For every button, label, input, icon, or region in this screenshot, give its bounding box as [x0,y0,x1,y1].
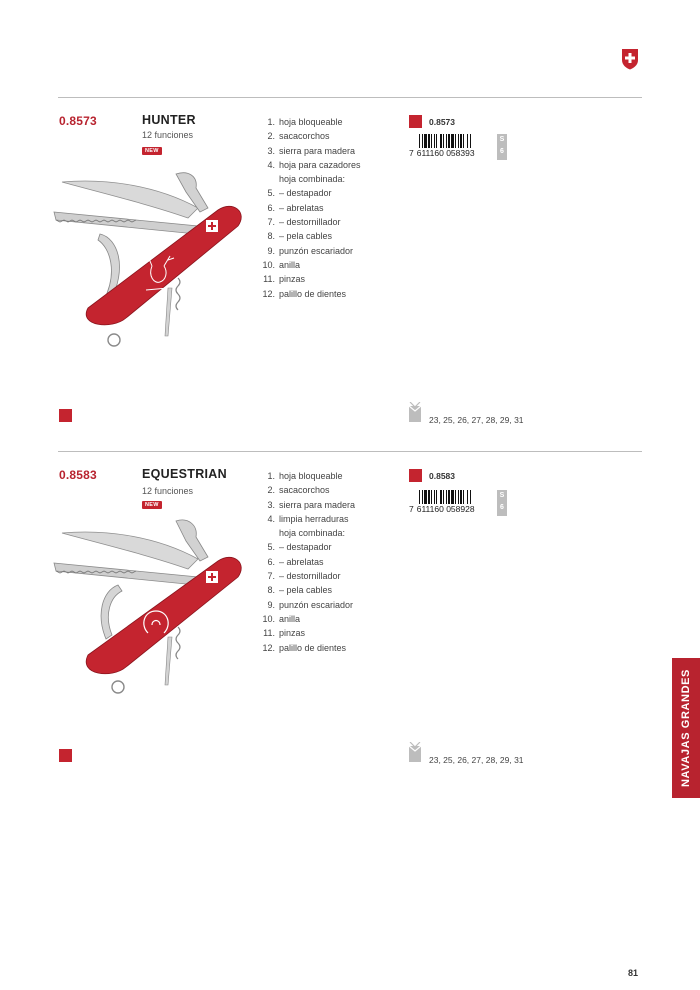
product-name: EQUESTRIAN [142,467,227,481]
feature-list [258,469,355,655]
function-count: 12 funciones [142,486,194,496]
barcode [409,134,509,160]
color-swatch-red [59,749,72,762]
feature-item: 8. – pela cables [267,585,333,596]
new-badge: NEW [142,147,162,155]
knife-image-equestrian [48,515,248,695]
knife-image-hunter [48,168,248,348]
variant-code: 0.8583 [429,471,455,481]
size-list: 23, 25, 26, 27, 28, 29, 31 [429,755,524,765]
feature-item: 7. – destornillador [267,217,341,228]
feature-item: 9. punzón escariador [267,245,354,256]
size-list: 23, 25, 26, 27, 28, 29, 31 [429,415,524,425]
barcode-digits: 7 611160 058928 [409,504,475,514]
product-code: 0.8583 [59,468,97,482]
victorinox-logo-icon [620,48,640,70]
feature-item: 1. hoja bloqueable [267,117,343,127]
barcode [409,490,509,516]
feature-item: 5. – destapador [267,542,332,553]
color-swatch-red [409,115,422,128]
feature-item: 4. hoja para cazadores [267,159,361,170]
feature-item: 3. sierra para madera [267,499,356,510]
section-side-tab [672,658,700,798]
page-number: 81 [628,968,639,978]
feature-item: 8. – pela cables [267,231,333,242]
function-count: 12 funciones [142,130,194,140]
package-icon [409,402,421,422]
new-badge: NEW [142,501,162,509]
color-swatch-red [59,409,72,422]
pack-size-box: S 6 [497,490,507,516]
feature-item: 10. anilla [262,259,301,270]
feature-item: 6. – abrelatas [267,556,324,567]
feature-item: 6. – abrelatas [267,202,324,213]
barcode-digits: 7 611160 058393 [409,148,475,158]
feature-item: 2. sacacorchos [267,485,330,496]
feature-item: hoja combinada: [279,174,346,185]
feature-item: 12. palillo de dientes [262,288,347,299]
feature-item: 10. anilla [262,613,301,624]
feature-list [258,115,361,301]
feature-item: 12. palillo de dientes [262,642,347,653]
feature-item: 11. pinzas [263,628,306,639]
feature-item: 3. sierra para madera [267,145,356,156]
feature-item: 5. – destapador [267,188,332,199]
feature-item: hoja combinada: [279,528,346,539]
section-divider [58,97,642,98]
section-divider [58,451,642,452]
feature-item: 7. – destornillador [267,571,341,582]
product-code: 0.8573 [59,114,97,128]
pack-size-box: S 6 [497,134,507,160]
feature-item: 4. limpia herraduras [267,513,349,524]
color-swatch-red [409,469,422,482]
product-name: HUNTER [142,113,196,127]
side-tab-label: NAVAJAS GRANDES [680,669,692,787]
variant-code: 0.8573 [429,117,455,127]
feature-item: 9. punzón escariador [267,599,354,610]
feature-item: 2. sacacorchos [267,131,330,142]
feature-item: 11. pinzas [263,274,306,285]
feature-item: 1. hoja bloqueable [267,471,343,481]
package-icon [409,742,421,762]
